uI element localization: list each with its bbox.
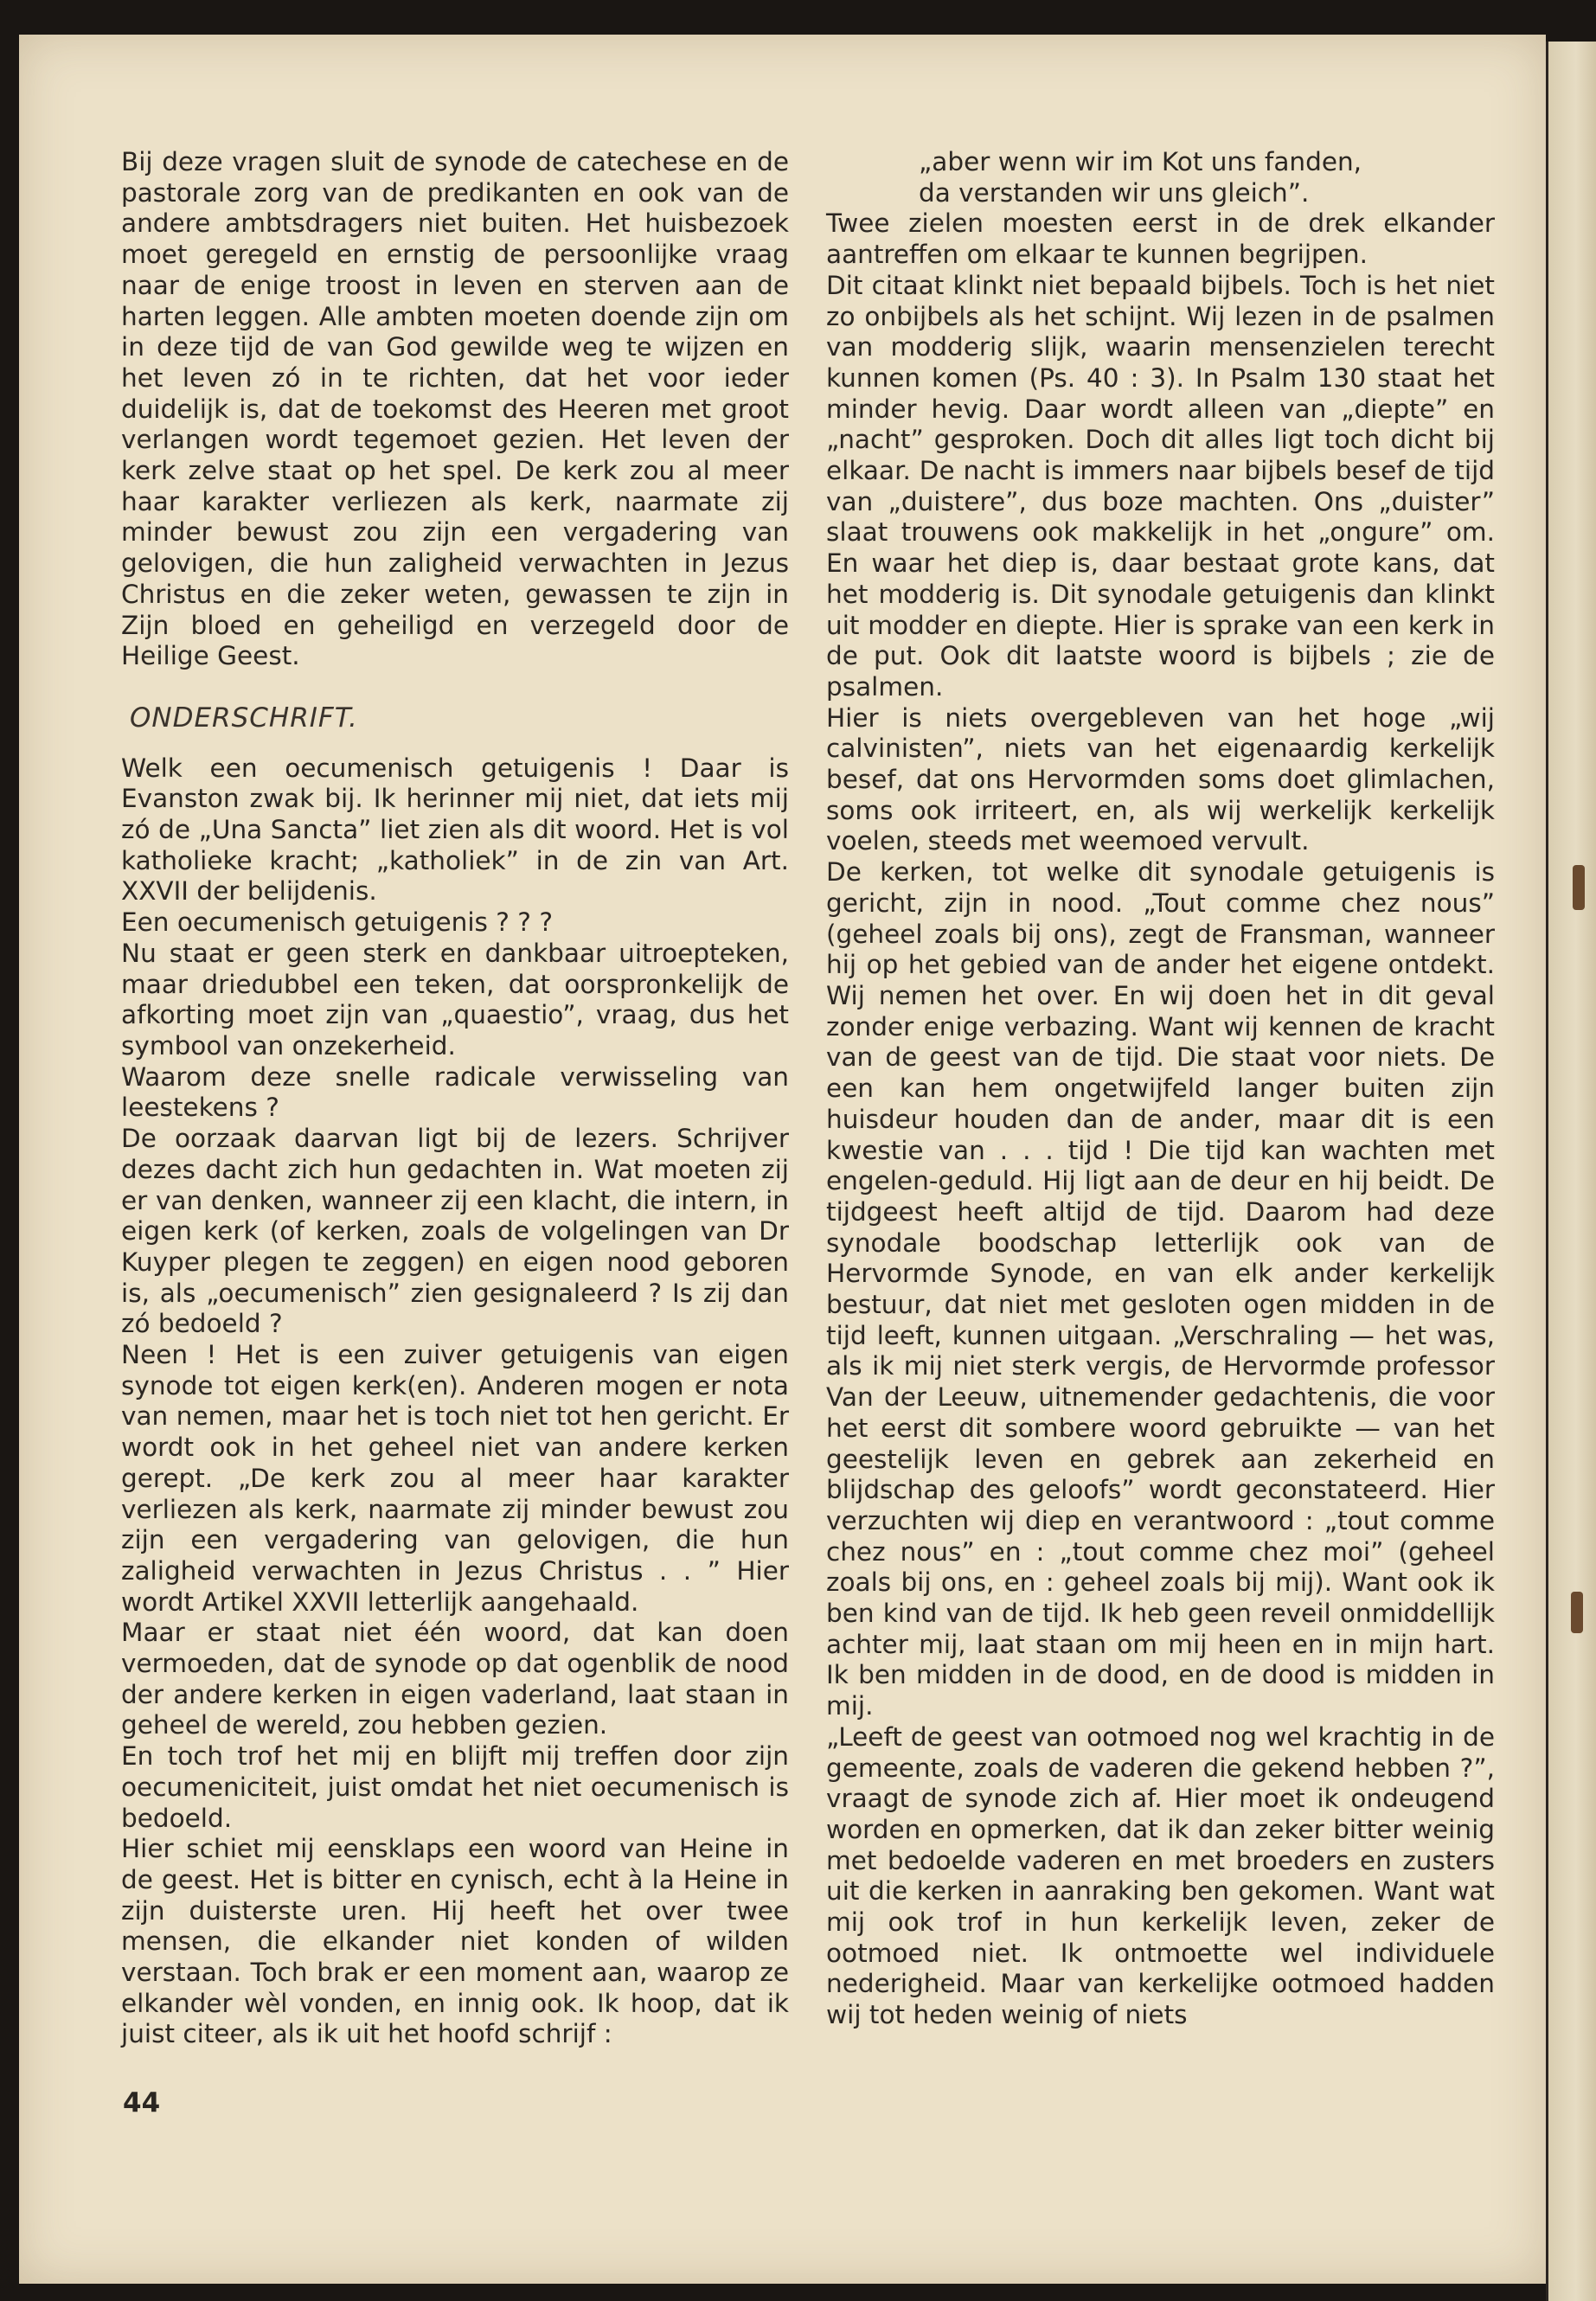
page-number: 44 <box>123 2087 161 2118</box>
paragraph: Hier is niets overgebleven van het hoge „wij calvinisten”, niets van het eigenaardig kerkelijk besef, dat ons Hervormden soms doet glimlachen, soms ook irriteert, en, als wij werkelijk kerkelijk voelen, steeds met weemoed vervult. <box>826 702 1495 856</box>
page-tab-marker <box>1571 1592 1583 1633</box>
paragraph: Bij deze vragen sluit de synode de catechese en de pastorale zorg van de predikanten en ook van de andere ambtsdragers niet buiten. Het huisbezoek moet geregeld en ernstig de persoonlijke vraag naar de enige troost in leven en sterven aan de harten leggen. Alle ambten moeten doende zijn om in deze tijd de van God gewilde weg te wijzen en het leven zó in te richten, dat het voor ieder duidelijk is, dat de toekomst des Heeren met groot verlangen wordt tegemoet gezien. Het leven der kerk zelve staat op het spel. De kerk zou al meer haar karakter verliezen als kerk, naarmate zij minder bewust zou zijn een vergadering van gelovigen, die hun zaligheid verwachten in Jezus Christus en die zeker weten, gewassen te zijn in Zijn bloed en geheiligd en verzegeld door de Heilige Geest. <box>121 147 789 671</box>
paragraph: Een oecumenisch getuigenis ? ? ? <box>121 907 553 938</box>
paragraph: Neen ! Het is een zuiver getuigenis van eigen synode tot eigen kerk(en). Anderen mogen er nota van nemen, maar het is toch niet tot hen gericht. Er wordt ook in het geheel niet van andere kerken gerept. „De kerk zou al meer haar karakter verliezen als kerk, naarmate zij minder bewust zou zijn een vergadering van gelovigen, die hun zaligheid verwachten in Jezus Christus . . ” Hier wordt Artikel XXVII letterlijk aangehaald. <box>121 1340 789 1617</box>
left-column <box>121 147 789 2050</box>
next-page-edge <box>1546 42 1596 2301</box>
paragraph: En toch trof het mij en blijft mij treffen door zijn oecumeniciteit, juist omdat het niet oecumenisch is bedoeld. <box>121 1741 789 1833</box>
right-column <box>826 147 1495 2031</box>
quote-line: da verstanden wir uns gleich”. <box>919 177 1310 208</box>
section-heading: ONDERSCHRIFT. <box>130 702 358 734</box>
quote-line: „aber wenn wir im Kot uns fanden, <box>919 147 1362 176</box>
paragraph: De kerken, tot welke dit synodale getuigenis is gericht, zijn in nood. „Tout comme chez nous” (geheel zoals bij ons), zegt de Fransman, wanneer hij op het gebied van de ander het eigene ontdekt. Wij nemen het over. En wij doen het in dit geval zonder enige verbazing. Want wij kennen de kracht van de geest van de tijd. Die staat voor niets. De een kan hem ongetwijfeld langer buiten zijn huisdeur houden dan de ander, maar dit is een kwestie van . . . tijd ! Die tijd kan wachten met engelen-geduld. Hij ligt aan de deur en hij beidt. De tijdgeest heeft altijd de tijd. Daarom had deze synodale boodschap letterlijk ook van de Hervormde Synode, en van elk ander kerkelijk bestuur, dat niet met gesloten ogen midden in de tijd leeft, kunnen uitgaan. „Verschraling — het was, als ik mij niet sterk vergis, de Hervormde professor Van der Leeuw, uitnemender gedachtenis, die voor het eerst dit sombere woord gebruikte — van het geestelijk leven en gebrek aan zekerheid en blijdschap des geloofs” wordt geconstateerd. Hier verzuchten wij diep en verantwoord : „tout comme chez nous” en : „tout comme chez moi” (geheel zoals bij ons, en : geheel zoals bij mij). Want ook ik ben kind van de tijd. Ik heb geen reveil onmiddellijk achter mij, laat staan om mij heen en in mijn hart. Ik ben midden in de dood, en de dood is midden in mij. <box>826 857 1495 1721</box>
paragraph: Dit citaat klinkt niet bepaald bijbels. Toch is het niet zo onbijbels als het schijnt. Wij lezen in de psalmen van modderig slijk, waarin mensenzielen terecht kunnen komen (Ps. 40 : 3). In Psalm 130 staat het minder hevig. Daar wordt alleen van „diepte” en „nacht” gesproken. Doch dit alles ligt toch dicht bij elkaar. De nacht is immers naar bijbels besef de tijd van „duistere”, dus boze machten. Ons „duister” slaat trouwens ook makkelijk in het „ongure” om. En waar het diep is, daar bestaat grote kans, dat het modderig is. Dit synodale getuigenis dan klinkt uit modder en diepte. Hier is sprake van een kerk in de put. Ook dit laatste woord is bijbels ; zie de psalmen. <box>826 270 1495 702</box>
paragraph: Waarom deze snelle radicale verwisseling van leestekens ? <box>121 1061 789 1123</box>
paragraph: Nu staat er geen sterk en dankbaar uitroepteken, maar driedubbel een teken, dat oorspronkelijk de afkorting moet zijn van „quaestio”, vraag, dus het symbool van onzekerheid. <box>121 938 789 1061</box>
paragraph: Welk een oecumenisch getuigenis ! Daar is Evanston zwak bij. Ik herinner mij niet, dat iets mij zó de „Una Sancta” liet zien als dit woord. Het is vol katholieke kracht; „katholiek” in de zin van Art. XXVII der belijdenis. <box>121 753 789 907</box>
paragraph: Hier schiet mij eensklaps een woord van Heine in de geest. Het is bitter en cynisch, echt à la Heine in zijn duisterste uren. Hij heeft het over twee mensen, die elkander niet konden of wilden verstaan. Toch brak er een moment aan, waarop ze elkander wèl vonden, en innig ook. Ik hoop, dat ik juist citeer, als ik uit het hoofd schrijf : <box>121 1834 789 2049</box>
paragraph: „Leeft de geest van ootmoed nog wel krachtig in de gemeente, zoals de vaderen die gekend hebben ?”, vraagt de synode zich af. Hier moet ik ondeugend worden en opmerken, dat ik dan zeker bitter weinig met bedoelde vaderen en met broeders en zusters uit die kerken in aanraking ben gekomen. Want wat mij ook trof in hun kerkelijk leven, zeker de ootmoed niet. Ik ontmoette wel individuele nederigheid. Maar van kerkelijke ootmoed hadden wij tot heden weinig of niets <box>826 1721 1495 2030</box>
page-tab-marker <box>1573 865 1585 910</box>
paragraph: Maar er staat niet één woord, dat kan doen vermoeden, dat de synode op dat ogenblik de nood der andere kerken in eigen vaderland, laat staan in geheel de wereld, zou hebben gezien. <box>121 1618 789 1740</box>
paragraph: Twee zielen moesten eerst in de drek elkander aantreffen om elkaar te kunnen begrijpen. <box>826 208 1495 270</box>
paragraph: De oorzaak daarvan ligt bij de lezers. Schrijver dezes dacht zich hun gedachten in. Wat moeten zij er van denken, wanneer zij een klacht, die intern, in eigen kerk (of kerken, zoals de volgelingen van Dr Kuyper plegen te zeggen) en eigen nood geboren is, als „oecumenisch” zien gesignaleerd ? Is zij dan zó bedoeld ? <box>121 1124 789 1339</box>
